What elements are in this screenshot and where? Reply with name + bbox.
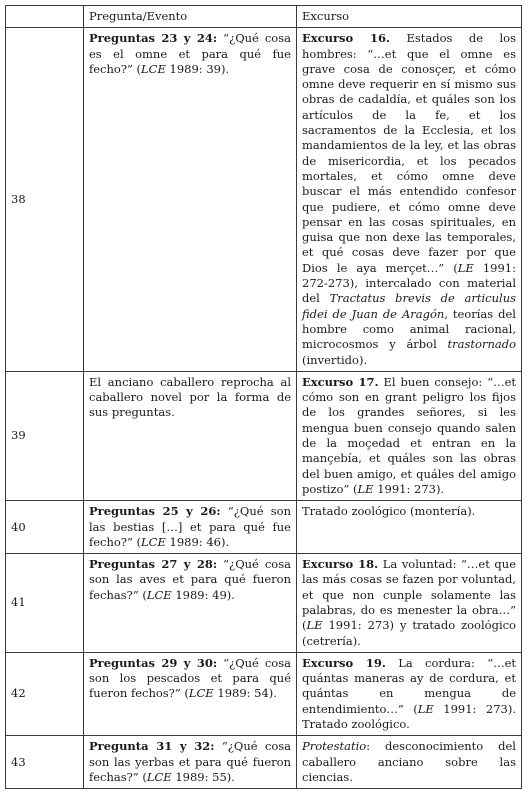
text-segment: 1989: 54). [213,686,277,701]
row-number: 39 [6,371,84,500]
text-segment: “¿Qué son las bestias […] et para qué fue fecho?” ( [89,504,291,549]
row-number: 38 [6,28,84,372]
text-segment: Preguntas 25 y 26: [89,504,221,519]
text-segment: LCE [146,587,172,602]
text-segment: 1989: 49). [171,587,235,602]
text-segment: “¿Qué cosa son las aves et para qué fueron fechas?” ( [89,557,291,602]
text-segment: Protestatio [302,739,367,754]
pregunta-evento-cell [84,371,297,500]
text-segment: LE [417,701,434,716]
text-segment: LCE [141,534,166,549]
excurso-cell [297,736,522,789]
pregunta-evento-cell [84,736,297,789]
pregunta-evento-cell [84,652,297,735]
text-segment: 1989: 39). [165,61,230,76]
header-row [6,6,522,28]
text-segment: 1991: 273) y tratado zoológico (cetrería). [302,618,516,648]
text-segment: Preguntas 27 y 28: [89,557,218,572]
excurso-cell [297,652,522,735]
text-segment: 1991: 273). [373,481,445,496]
text-segment: Excurso 17. [302,374,379,389]
text-segment: Estados de los hombres: “…et que el omne es grave cosa de conosçer, et cómo omne deve requerir en sí mismo sus obras de cadaldía, et quáles son los artículos de la fe, et los sacramentos de la Ecclesia, et los mandamientos de la ley, et las obras de misericordia, et los pecados mortales, et cómo omne deve buscar el más entendido confesor que pudiere, et cómo omne deve pensar en las cosas spirituales, en guisa que non dexe las temporales, et qué cosas deve fazer por que Dios le aya merçet…” ( [302,31,516,275]
header-number [6,6,84,28]
text-segment: LE [306,618,323,633]
excursos-table [5,5,522,789]
header-excurso: Excurso [297,6,522,28]
text-segment: LCE [146,769,172,784]
text-segment: El buen consejo: “…et cómo son en grant peligro los fijos de los grandes señores, si les mengua buen consejo quando salen de la moçedad et entran en la mançebía, et quáles son las obras del buen amigo, et quáles del amigo postizo” ( [302,374,516,496]
table-row [6,28,522,372]
header-pregunta-evento: Pregunta/Evento [84,6,297,28]
text-segment: “¿Qué cosa es el omne et para qué fue fecho?” ( [89,31,291,76]
row-number: 41 [6,554,84,653]
text-segment: “¿Qué cosa son las yerbas et para qué fueron fechas?” ( [89,739,291,784]
text-segment: La cordura: “…et quántas maneras ay de cordura, et quántas en mengua de entendimiento…” ( [302,655,517,716]
text-segment: LE [357,481,374,496]
excurso-cell [297,501,522,554]
text-segment: El anciano caballero reprocha al caballero novel por la forma de sus preguntas. [89,374,291,420]
row-number: 43 [6,736,84,789]
pregunta-evento-cell [84,554,297,653]
text-segment: Excurso 19. [302,655,386,670]
excurso-cell [297,554,522,653]
text-segment: Preguntas 23 y 24: [89,31,218,46]
text-segment: : desconocimiento del caballero anciano sobre las ciencias. [302,739,516,784]
text-segment: Tratado zoológico (montería). [302,504,476,519]
text-segment: LE [457,260,474,275]
text-segment: 1989: 46). [165,534,230,549]
text-segment: Preguntas 29 y 30: [89,655,218,670]
table-row [6,371,522,500]
text-segment: (invertido). [302,352,368,367]
text-segment: Excurso 18. [302,557,379,572]
text-segment: , teorías del hombre como animal racional, microcosmos y árbol [302,306,516,352]
text-segment: LCE [188,686,214,701]
text-segment: trastornado [447,337,516,352]
text-segment: “¿Qué cosa son los pescados et para qué fueron fechos?” ( [89,655,291,701]
table-row [6,501,522,554]
table-row [6,652,522,735]
text-segment: LCE [141,61,166,76]
text-segment: Tractatus brevis de articulus fidei de Juan de Aragón [302,291,516,321]
pregunta-evento-cell [84,501,297,554]
row-number: 42 [6,652,84,735]
table-row [6,554,522,653]
text-segment: 1991: 273). Tratado zoológico. [302,701,516,732]
text-segment: Excurso 16. [302,31,390,46]
text-segment: 1991: 272-273), intercalado con material del [302,260,516,306]
pregunta-evento-cell [84,28,297,372]
text-segment: La voluntad: “…et que las más cosas se fazen por voluntad, et que non cunple solamente las palabras, do es menester la obra…” ( [302,557,516,633]
excurso-cell [297,28,522,372]
text-segment: Pregunta 31 y 32: [89,739,215,754]
excurso-cell [297,371,522,500]
text-segment: 1989: 55). [171,769,235,784]
row-number: 40 [6,501,84,554]
table-row [6,736,522,789]
